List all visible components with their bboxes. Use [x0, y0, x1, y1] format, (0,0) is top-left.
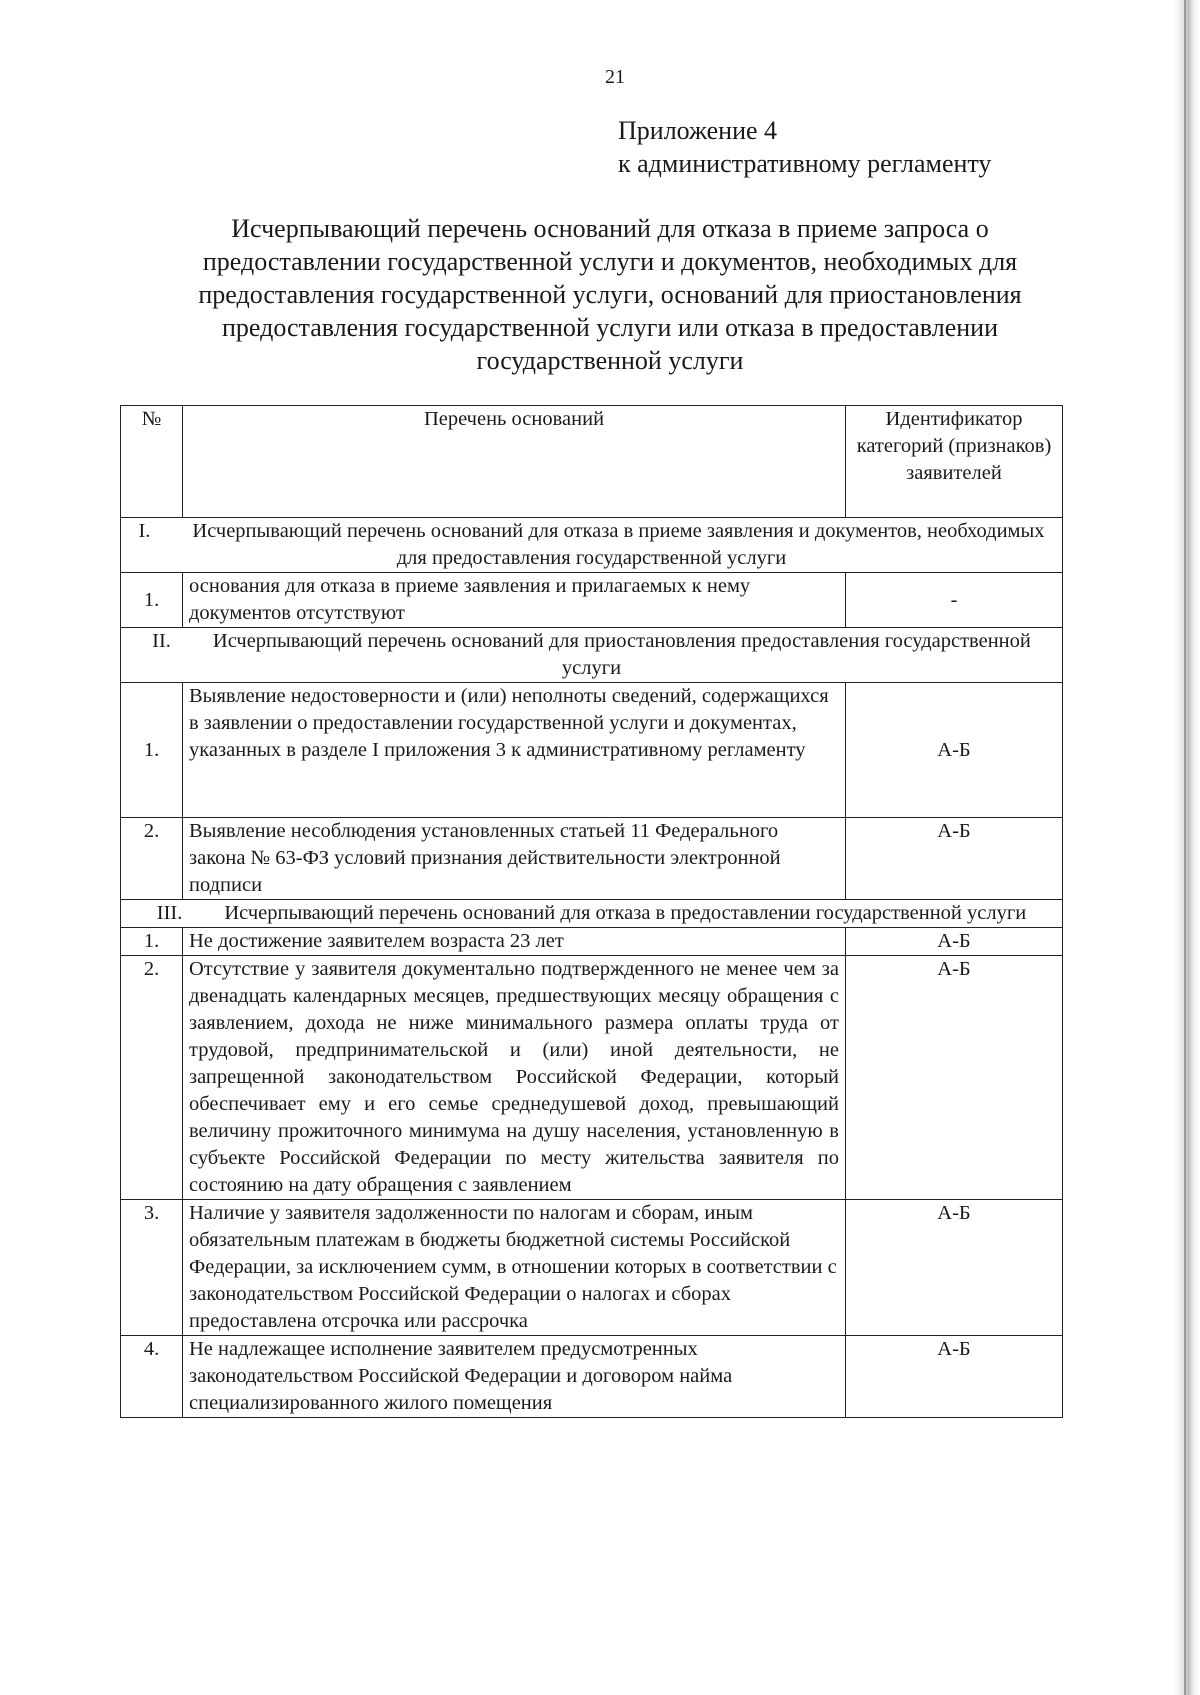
header-list: Перечень оснований	[183, 406, 846, 518]
row-id: А-Б	[846, 818, 1063, 900]
table-header-row	[121, 406, 1063, 518]
header-id: Идентификатор категорий (признаков) заявителей	[846, 406, 1063, 518]
section-2-title: Исчерпывающий перечень оснований для приостановления предоставления государственной услуги	[212, 630, 1031, 679]
table-row	[121, 818, 1063, 900]
appendix-line-2: к административному регламенту	[618, 149, 992, 178]
row-id: А-Б	[846, 683, 1063, 818]
appendix-caption	[618, 114, 991, 180]
row-num: 1.	[121, 683, 183, 818]
row-num: 4.	[121, 1336, 183, 1418]
row-text: Выявление недостоверности и (или) неполноты сведений, содержащихся в заявлении о предоставлении государственной услуги и документах, указанных в разделе I приложения 3 к административному регламенту	[183, 683, 846, 818]
row-text: Отсутствие у заявителя документально подтвержденного не менее чем за двенадцать календарных месяцев, предшествующих месяцу обращения с заявлением, дохода не ниже минимального размера оплаты труда от трудовой, предпринимательской и (или) иной деятельности, не запрещенной законодательством Российской Федерации, который обеспечивает ему и его семье среднедушевой доход, превышающий величину прожиточного минимума на душу населения, установленную в субъекте Российской Федерации по месту жительства заявителя по состоянию на дату обращения с заявлением	[183, 956, 846, 1200]
page-number: 21	[605, 66, 625, 88]
row-text: Не достижение заявителем возраста 23 лет	[183, 928, 846, 956]
table-row	[121, 928, 1063, 956]
scan-edge	[1174, 0, 1200, 1695]
row-num: 2.	[121, 818, 183, 900]
row-num: 1.	[121, 573, 183, 628]
table-row	[121, 573, 1063, 628]
table-row	[121, 683, 1063, 818]
section-2-roman: II.	[152, 630, 171, 652]
row-num: 2.	[121, 956, 183, 1200]
row-id: А-Б	[846, 1200, 1063, 1336]
grounds-table	[120, 405, 1063, 1418]
table-row	[121, 1336, 1063, 1418]
section-1-title: Исчерпывающий перечень оснований для отказа в приеме заявления и документов, необходимых для предоставления государственной услуги	[192, 520, 1045, 569]
table-row	[121, 956, 1063, 1200]
section-3-title: Исчерпывающий перечень оснований для отказа в предоставлении государственной услуги	[224, 902, 1027, 924]
table-row	[121, 1200, 1063, 1336]
row-num: 1.	[121, 928, 183, 956]
section-3-roman: III.	[156, 902, 183, 924]
row-text: Наличие у заявителя задолженности по налогам и сборам, иным обязательным платежам в бюджеты бюджетной системы Российской Федерации, за исключением сумм, в отношении которых в соответствии с законодательством Российской Федерации о налогах и сборах предоставлена отсрочка или рассрочка	[183, 1200, 846, 1336]
row-text: Выявление несоблюдения установленных статьей 11 Федерального закона № 63-ФЗ условий признания действительности электронной подписи	[183, 818, 846, 900]
row-text: основания для отказа в приеме заявления и прилагаемых к нему документов отсутствуют	[183, 573, 846, 628]
row-num: 3.	[121, 1200, 183, 1336]
row-id: А-Б	[846, 1336, 1063, 1418]
section-2-header	[121, 628, 1063, 683]
section-3-header	[121, 900, 1063, 928]
section-1-roman: I.	[138, 520, 151, 542]
row-text: Не надлежащее исполнение заявителем предусмотренных законодательством Российской Федерации и договором найма специализированного жилого помещения	[183, 1336, 846, 1418]
appendix-line-1: Приложение 4	[618, 116, 778, 145]
row-id: А-Б	[846, 956, 1063, 1200]
header-num: №	[121, 406, 183, 518]
scan-edge-line	[1184, 0, 1186, 1695]
document-title: Исчерпывающий перечень оснований для отказа в приеме запроса о предоставлении государственной услуги и документов, необходимых для предоставления государственной услуги, оснований для приостановления предоставления государственной услуги или отказа в предоставлении государственной услуги	[198, 214, 1022, 375]
row-id: А-Б	[846, 928, 1063, 956]
section-1-header	[121, 518, 1063, 573]
row-id: -	[846, 573, 1063, 628]
